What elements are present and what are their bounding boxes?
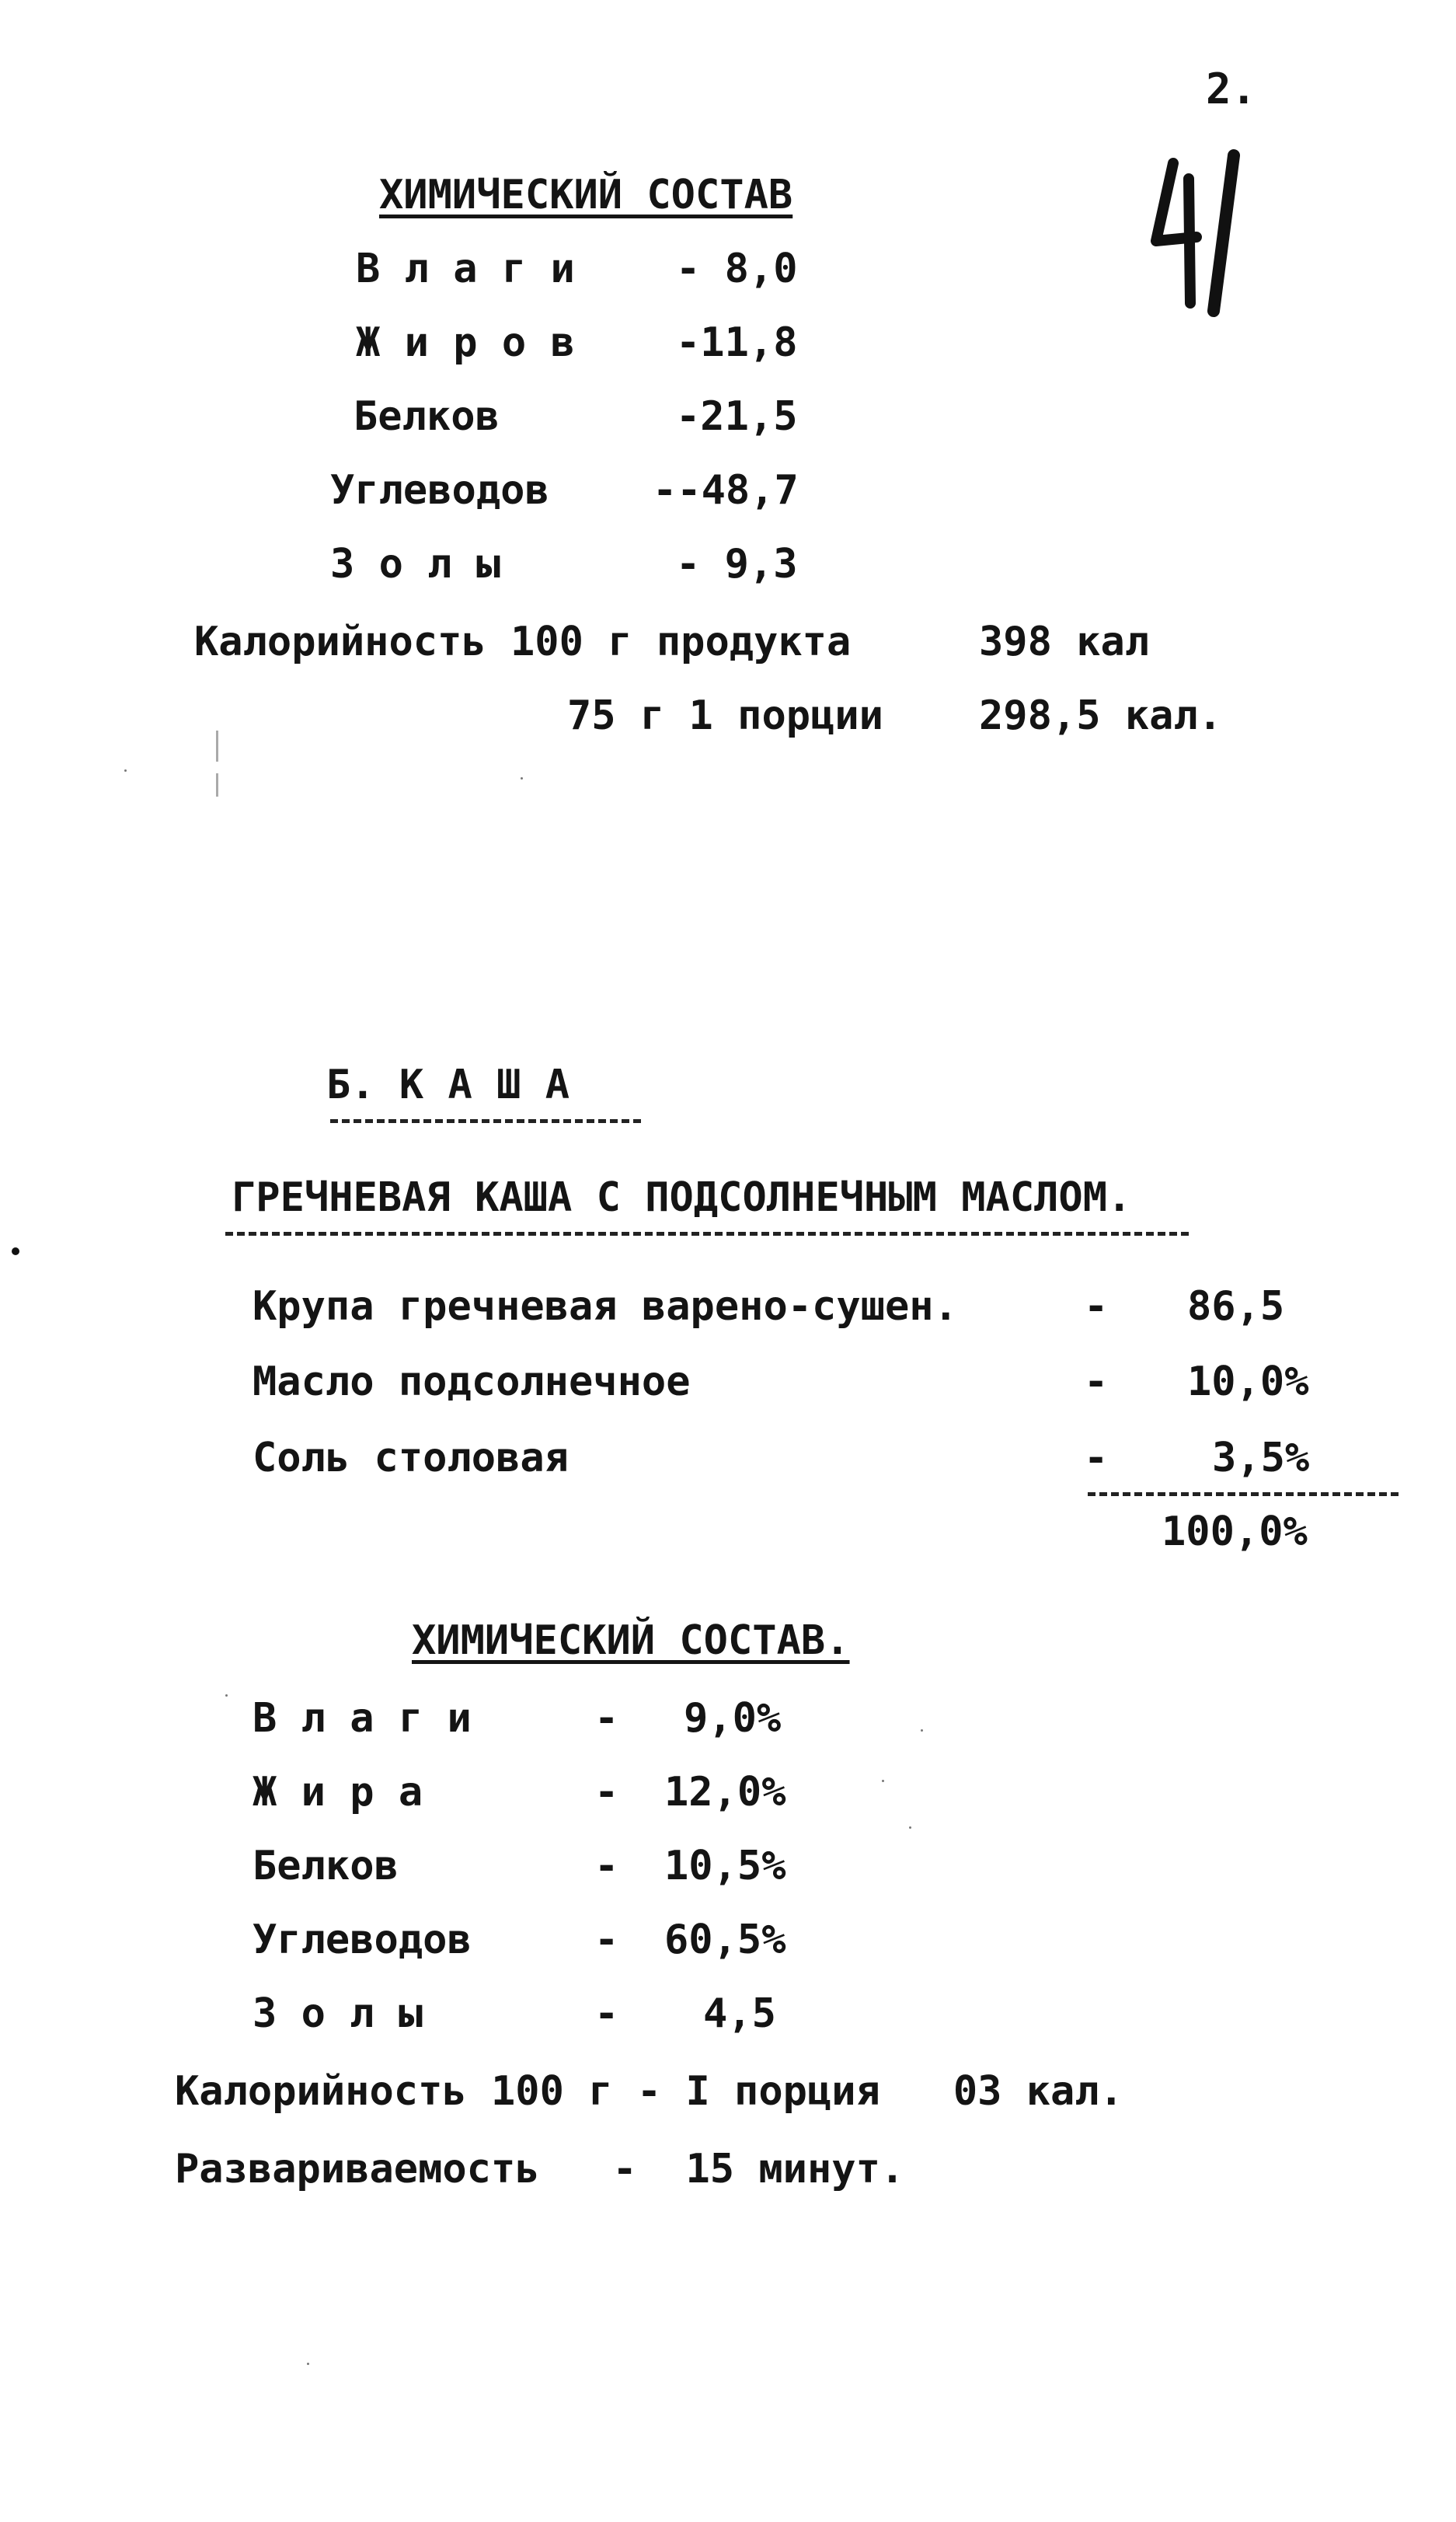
scan-speck — [909, 1826, 911, 1829]
section1-row-value: - 8,0 — [676, 246, 798, 292]
scan-dot — [12, 1247, 19, 1255]
section2-subheading: ГРЕЧНЕВАЯ КАША С ПОДСОЛНЕЧНЫМ МАСЛОМ. — [232, 1174, 1132, 1221]
scan-speck — [216, 773, 218, 797]
section1-row-label: Углеводов — [330, 467, 549, 514]
calorie-line-1-value: 398 кал — [979, 619, 1150, 665]
section3-row-label: В л а г и — [253, 1695, 472, 1742]
section1-heading: ХИМИЧЕСКИЙ СОСТАВ — [379, 172, 793, 218]
scan-speck — [225, 1694, 228, 1697]
section3-heading: ХИМИЧЕСКИЙ СОСТАВ. — [412, 1617, 850, 1664]
ingredient-value: 86,5 — [1187, 1283, 1285, 1330]
section3-row-dash: - — [594, 1843, 619, 1889]
section2-heading: Б. К А Ш А — [326, 1062, 570, 1108]
ingredient-dash: - — [1084, 1283, 1109, 1330]
section3-calorie-line: Калорийность 100 г - I порция 03 кал. — [175, 2068, 1123, 2115]
section1-row-label: З о л ы — [330, 541, 501, 588]
ingredient-value: 3,5% — [1212, 1435, 1310, 1481]
section1-row-label: Белков — [354, 393, 500, 440]
section3-row-value: 60,5% — [664, 1917, 786, 1963]
section1-row-value: -11,8 — [676, 319, 798, 366]
section1-row-label: В л а г и — [356, 246, 575, 292]
ingredients-total: 100,0% — [1162, 1509, 1308, 1555]
ingredient-name: Масло подсолнечное — [253, 1359, 691, 1405]
ingredient-dash: - — [1084, 1359, 1109, 1405]
page-number: 2. — [1206, 65, 1257, 113]
section3-row-dash: - — [594, 1769, 619, 1816]
section1-row-value: - 9,3 — [676, 541, 798, 588]
section3-row-label: Ж и р а — [253, 1769, 423, 1816]
calorie-line-1-label: Калорийность 100 г продукта — [194, 619, 852, 665]
section1-row-value: -21,5 — [676, 393, 798, 440]
ingredient-value: 10,0% — [1187, 1359, 1309, 1405]
section3-row-value: 9,0% — [684, 1695, 782, 1742]
section3-row-value: 10,5% — [664, 1843, 786, 1889]
scan-speck — [921, 1729, 923, 1732]
section3-row-value: 4,5 — [703, 1990, 776, 2037]
section3-row-label: Углеводов — [253, 1917, 472, 1963]
calorie-line-2-label: 75 г 1 порции — [567, 692, 883, 739]
scan-speck — [882, 1780, 884, 1782]
section1-row-value: --48,7 — [653, 467, 799, 514]
section3-row-label: З о л ы — [253, 1990, 423, 2037]
scan-speck — [124, 769, 127, 772]
section3-row-label: Белков — [253, 1843, 399, 1889]
ingredient-name: Соль столовая — [253, 1435, 569, 1481]
handwritten-mark — [1142, 148, 1259, 319]
section3-row-dash: - — [594, 1917, 619, 1963]
scan-speck — [307, 2363, 309, 2365]
section2-heading-underline — [330, 1119, 641, 1123]
total-separator — [1088, 1492, 1399, 1496]
section3-row-dash: - — [594, 1695, 619, 1742]
calorie-line-2-value: 298,5 кал. — [979, 692, 1223, 739]
scan-speck — [216, 731, 218, 762]
ingredient-dash: - — [1084, 1435, 1109, 1481]
section3-row-dash: - — [594, 1990, 619, 2037]
section1-row-label: Ж и р о в — [356, 319, 575, 366]
scan-speck — [521, 777, 523, 780]
section2-subheading-underline — [225, 1232, 1189, 1236]
ingredient-name: Крупа гречневая варено-сушен. — [253, 1283, 958, 1330]
section3-row-value: 12,0% — [664, 1769, 786, 1816]
cooking-time-line: Развариваемость - 15 минут. — [175, 2146, 905, 2192]
